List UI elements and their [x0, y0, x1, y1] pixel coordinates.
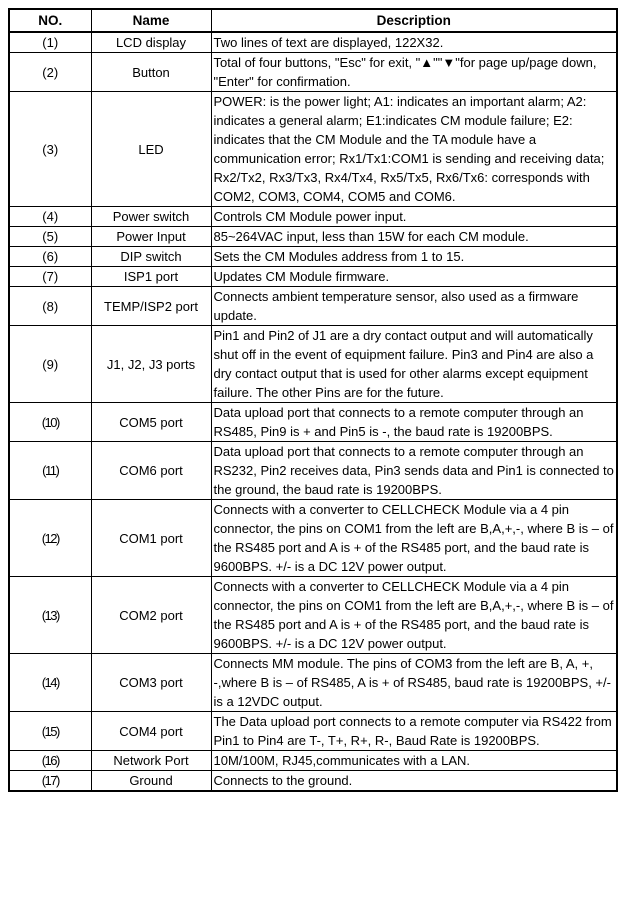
desc-cell: Connects MM module. The pins of COM3 from the left are B, A, +, -,where B is – of RS485, A is + of RS485, baud rate is 19200BPS, +/- is a 12VDC output.: [211, 654, 617, 712]
name-cell: COM2 port: [91, 577, 211, 654]
desc-cell: Controls CM Module power input.: [211, 207, 617, 227]
table-row: [9, 247, 617, 267]
column-header-name: Name: [91, 9, 211, 32]
name-cell: COM3 port: [91, 654, 211, 712]
no-cell: (8): [9, 287, 91, 326]
table-row: [9, 771, 617, 792]
header-row: [9, 9, 617, 32]
name-cell: COM6 port: [91, 442, 211, 500]
desc-cell: 10M/100M, RJ45,communicates with a LAN.: [211, 751, 617, 771]
table-row: [9, 207, 617, 227]
table-row: [9, 500, 617, 577]
column-header-no: NO.: [9, 9, 91, 32]
name-cell: Network Port: [91, 751, 211, 771]
name-cell: Power Input: [91, 227, 211, 247]
desc-cell: Pin1 and Pin2 of J1 are a dry contact output and will automatically shut off in the event of equipment failure. Pin3 and Pin4 are also a dry contact output that is used for other alarms except equipment failure. The other Pins are for the future.: [211, 326, 617, 403]
table-row: [9, 712, 617, 751]
table-row: [9, 654, 617, 712]
name-cell: Button: [91, 53, 211, 92]
table-row: [9, 442, 617, 500]
table-row: [9, 751, 617, 771]
no-cell: (14): [9, 654, 91, 712]
name-cell: COM4 port: [91, 712, 211, 751]
desc-cell: Connects with a converter to CELLCHECK Module via a 4 pin connector, the pins on COM1 from the left are B,A,+,-, where B is – of the RS485 port and A is + of the RS485 port, and the baud rate is 9600BPS. +/- is a DC 12V power output.: [211, 500, 617, 577]
name-cell: Power switch: [91, 207, 211, 227]
name-cell: DIP switch: [91, 247, 211, 267]
desc-cell: Data upload port that connects to a remote computer through an RS485, Pin9 is + and Pin5 is -, the baud rate is 19200BPS.: [211, 403, 617, 442]
no-cell: (13): [9, 577, 91, 654]
table-row: [9, 32, 617, 53]
name-cell: ISP1 port: [91, 267, 211, 287]
table-row: [9, 577, 617, 654]
name-cell: J1, J2, J3 ports: [91, 326, 211, 403]
desc-cell: The Data upload port connects to a remote computer via RS422 from Pin1 to Pin4 are T-, T+, R+, R-, Baud Rate is 19200BPS.: [211, 712, 617, 751]
table-row: [9, 403, 617, 442]
desc-cell: Connects to the ground.: [211, 771, 617, 792]
table-row: [9, 227, 617, 247]
no-cell: (16): [9, 751, 91, 771]
column-header-description: Description: [211, 9, 617, 32]
spec-table: [8, 8, 618, 792]
name-cell: Ground: [91, 771, 211, 792]
desc-cell: Data upload port that connects to a remote computer through an RS232, Pin2 receives data, Pin3 sends data and Pin1 is connected to the ground, the baud rate is 19200BPS.: [211, 442, 617, 500]
desc-cell: Total of four buttons, "Esc" for exit, "▲""▼"for page up/page down, "Enter" for confirmation.: [211, 53, 617, 92]
no-cell: (6): [9, 247, 91, 267]
no-cell: (2): [9, 53, 91, 92]
desc-cell: Updates CM Module firmware.: [211, 267, 617, 287]
desc-cell: Connects ambient temperature sensor, also used as a firmware update.: [211, 287, 617, 326]
no-cell: (1): [9, 32, 91, 53]
table-row: [9, 267, 617, 287]
no-cell: (5): [9, 227, 91, 247]
name-cell: TEMP/ISP2 port: [91, 287, 211, 326]
table-row: [9, 326, 617, 403]
name-cell: COM1 port: [91, 500, 211, 577]
no-cell: (17): [9, 771, 91, 792]
no-cell: (15): [9, 712, 91, 751]
no-cell: (11): [9, 442, 91, 500]
no-cell: (4): [9, 207, 91, 227]
desc-cell: POWER: is the power light; A1: indicates an important alarm; A2: indicates a general alarm; E1:indicates CM module failure; E2: indicates that the CM Module and the TA module have a communication error; Rx1/Tx1:COM1 is sending and receiving data; Rx2/Tx2, Rx3/Tx3, Rx4/Tx4, Rx5/Tx5, Rx6/Tx6: corresponds with COM2, COM3, COM4, COM5 and COM6.: [211, 92, 617, 207]
no-cell: (12): [9, 500, 91, 577]
no-cell: (10): [9, 403, 91, 442]
no-cell: (3): [9, 92, 91, 207]
desc-cell: Two lines of text are displayed, 122X32.: [211, 32, 617, 53]
table-row: [9, 287, 617, 326]
desc-cell: Sets the CM Modules address from 1 to 15.: [211, 247, 617, 267]
no-cell: (9): [9, 326, 91, 403]
name-cell: COM5 port: [91, 403, 211, 442]
desc-cell: Connects with a converter to CELLCHECK Module via a 4 pin connector, the pins on COM1 from the left are B,A,+,-, where B is – of the RS485 port and A is + of the RS485 port, and the baud rate is 9600BPS. +/- is a DC 12V power output.: [211, 577, 617, 654]
table-row: [9, 92, 617, 207]
name-cell: LCD display: [91, 32, 211, 53]
desc-cell: 85~264VAC input, less than 15W for each CM module.: [211, 227, 617, 247]
table-row: [9, 53, 617, 92]
name-cell: LED: [91, 92, 211, 207]
no-cell: (7): [9, 267, 91, 287]
